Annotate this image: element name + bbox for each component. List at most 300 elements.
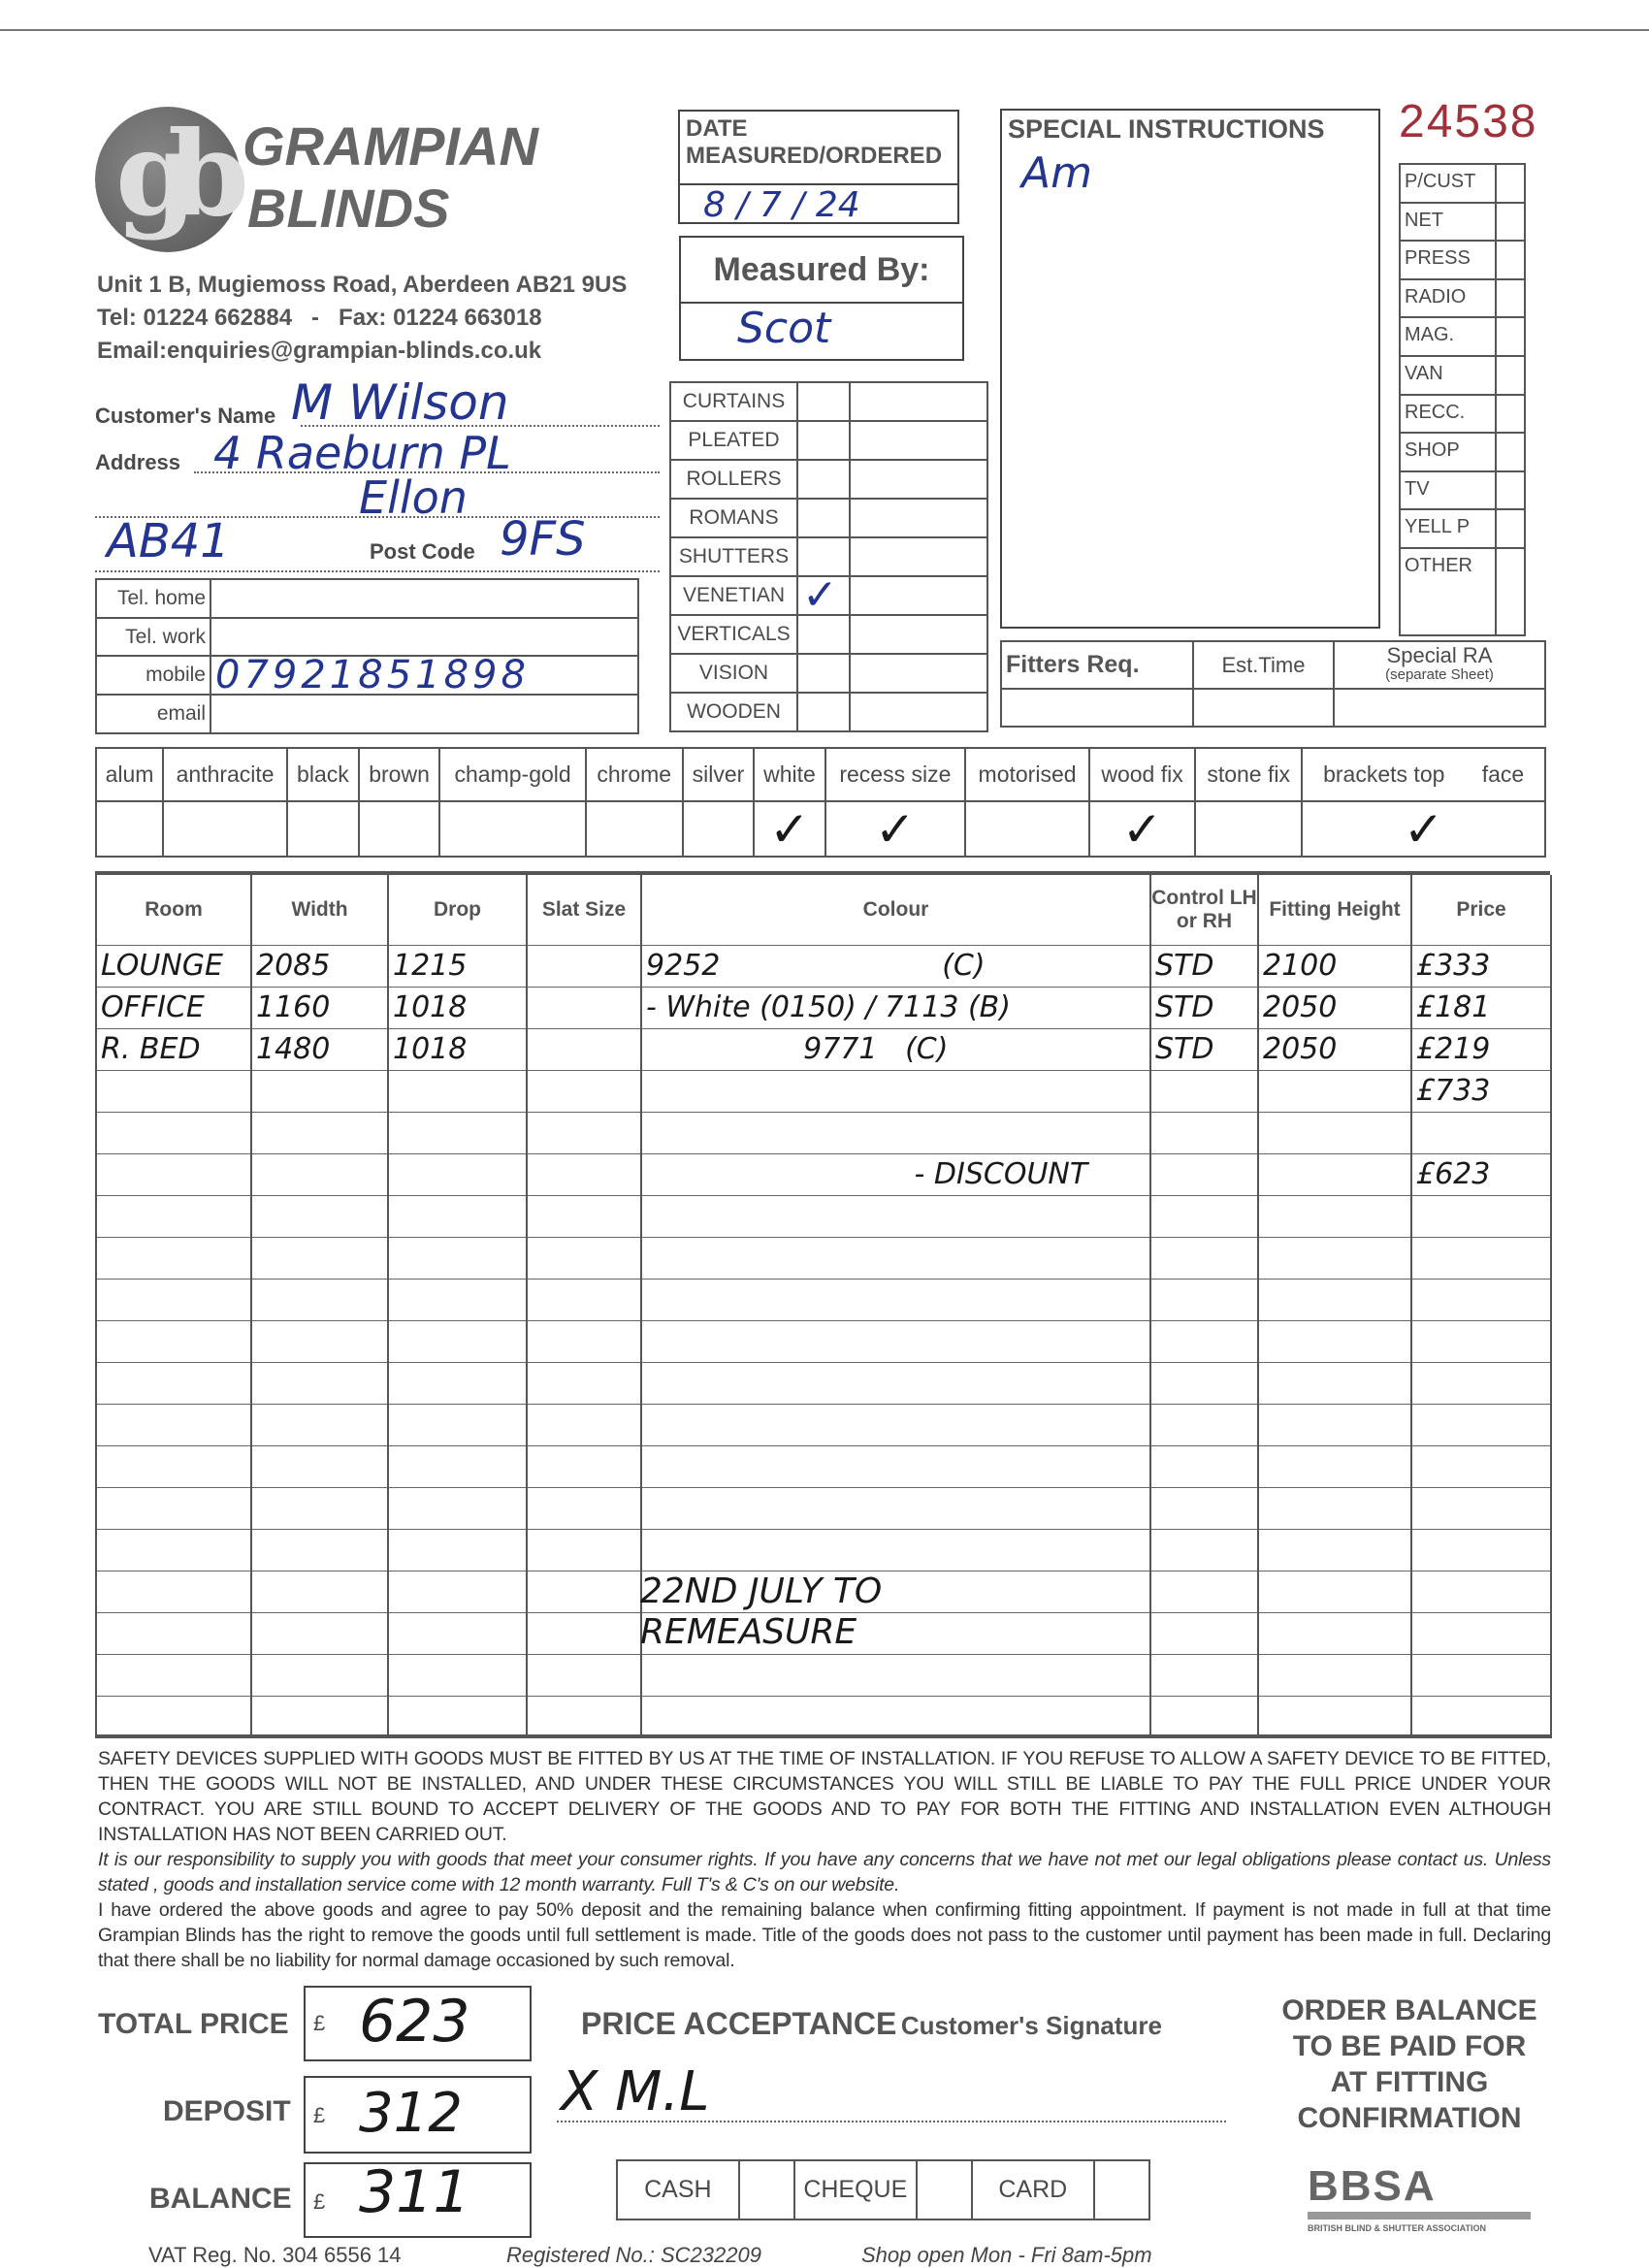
option-label: brown [359, 748, 440, 801]
table-cell[interactable] [96, 1571, 251, 1612]
option-label: chrome [586, 748, 683, 801]
table-cell[interactable] [96, 1070, 251, 1112]
table-cell[interactable] [1258, 1696, 1411, 1737]
table-cell[interactable] [1150, 1529, 1258, 1571]
contact-value[interactable] [210, 695, 638, 733]
table-cell[interactable] [641, 1362, 1150, 1404]
table-cell[interactable] [251, 1529, 388, 1571]
table-cell[interactable] [388, 1153, 527, 1195]
blind-type-label: PLEATED [670, 421, 797, 460]
table-cell[interactable] [1411, 1237, 1551, 1279]
table-cell[interactable] [1258, 1153, 1411, 1195]
blind-types-table [669, 381, 988, 732]
column-header: Width [251, 875, 388, 945]
table-cell[interactable] [96, 1112, 251, 1153]
order-balance-line: AT FITTING [1330, 2066, 1489, 2098]
table-cell[interactable] [1258, 1112, 1411, 1153]
table-cell[interactable] [1411, 1112, 1551, 1153]
table-cell[interactable]: £181 [1411, 987, 1551, 1028]
table-cell[interactable] [388, 1487, 527, 1529]
address-line2[interactable]: Ellon [359, 471, 468, 524]
source-label: PRESS [1400, 241, 1496, 279]
table-cell[interactable] [1258, 1362, 1411, 1404]
table-cell[interactable] [251, 1362, 388, 1404]
table-cell[interactable] [251, 1654, 388, 1696]
table-cell[interactable] [1150, 1696, 1258, 1737]
special-instructions-value: Am [1021, 148, 1092, 198]
table-row [96, 987, 1551, 1028]
table-cell[interactable] [251, 1153, 388, 1195]
order-number: 24538 [1399, 96, 1538, 147]
table-cell[interactable] [527, 1529, 641, 1571]
blind-type-checkbox[interactable] [797, 654, 850, 693]
option-checkbox[interactable]: ✓ [1089, 801, 1195, 857]
option-label: silver [683, 748, 754, 801]
table-row [96, 1696, 1551, 1737]
source-checkbox[interactable] [1496, 509, 1525, 548]
table-cell[interactable] [1411, 1529, 1551, 1571]
table-cell[interactable] [1258, 1070, 1411, 1112]
table-cell[interactable] [527, 945, 641, 987]
table-cell[interactable] [1411, 1404, 1551, 1445]
total-price-field[interactable] [304, 1986, 532, 2061]
table-cell[interactable] [251, 1320, 388, 1362]
table-cell[interactable] [388, 1654, 527, 1696]
blind-type-qty[interactable] [850, 382, 987, 421]
table-cell[interactable]: £219 [1411, 1028, 1551, 1070]
table-cell[interactable] [1411, 1320, 1551, 1362]
table-cell[interactable] [1411, 1571, 1551, 1612]
table-cell[interactable] [1411, 1195, 1551, 1237]
table-cell[interactable] [1258, 1320, 1411, 1362]
table-cell[interactable] [96, 1612, 251, 1654]
column-header: Room [96, 875, 251, 945]
contact-row [96, 656, 638, 695]
table-cell[interactable] [527, 1571, 641, 1612]
contact-value[interactable] [210, 618, 638, 657]
option-checkbox[interactable] [96, 801, 163, 857]
option-checkbox[interactable] [965, 801, 1089, 857]
special-ra-label: Special RA [1386, 642, 1493, 667]
table-cell[interactable] [251, 1404, 388, 1445]
customer-name-value[interactable]: M Wilson [291, 374, 509, 431]
table-cell[interactable] [641, 1320, 1150, 1362]
order-balance-line: CONFIRMATION [1297, 2102, 1522, 2134]
table-cell[interactable] [1258, 1529, 1411, 1571]
table-cell[interactable]: 1018 [388, 987, 527, 1028]
table-cell[interactable] [527, 1445, 641, 1487]
table-cell[interactable] [641, 1696, 1150, 1737]
table-cell[interactable]: - White (0150) / 7113 (B) [641, 987, 1150, 1028]
table-row [96, 1404, 1551, 1445]
source-checkbox[interactable] [1496, 317, 1525, 356]
blind-type-label: VERTICALS [670, 615, 797, 654]
table-cell[interactable]: £733 [1411, 1070, 1551, 1112]
source-checkbox[interactable] [1496, 548, 1525, 635]
fitters-req-label: Fitters Req. [1001, 641, 1193, 689]
blind-type-label: VISION [670, 654, 797, 693]
table-cell[interactable] [251, 1612, 388, 1654]
table-cell[interactable] [1150, 1445, 1258, 1487]
table-cell[interactable] [641, 1070, 1150, 1112]
table-cell[interactable]: STD [1150, 1028, 1258, 1070]
table-cell[interactable]: STD [1150, 945, 1258, 987]
column-header: Colour [641, 875, 1150, 945]
payment-checkbox[interactable] [1094, 2160, 1149, 2219]
source-label: VAN [1400, 356, 1496, 395]
payment-method-table [616, 2159, 1150, 2220]
table-cell[interactable] [1258, 1571, 1411, 1612]
table-row [96, 1362, 1551, 1404]
table-cell[interactable] [251, 1195, 388, 1237]
blind-type-qty[interactable] [850, 460, 987, 499]
table-cell[interactable] [388, 1195, 527, 1237]
table-cell[interactable] [641, 1112, 1150, 1153]
source-checkbox[interactable] [1496, 279, 1525, 318]
table-cell[interactable] [527, 1696, 641, 1737]
blind-type-label: VENETIAN [670, 576, 797, 615]
table-cell[interactable]: 2050 [1258, 1028, 1411, 1070]
column-header: Price [1411, 875, 1551, 945]
blind-type-row [670, 654, 987, 693]
table-cell[interactable] [1150, 1195, 1258, 1237]
column-header: Control LH or RH [1150, 875, 1258, 945]
option-checkbox[interactable]: ✓ [1302, 801, 1545, 857]
address-label: Address [95, 450, 181, 474]
table-cell[interactable] [641, 1279, 1150, 1320]
source-checkbox[interactable] [1496, 433, 1525, 471]
table-cell[interactable] [1150, 1654, 1258, 1696]
table-cell[interactable] [527, 1028, 641, 1070]
table-row [96, 1028, 1551, 1070]
table-cell[interactable] [1258, 1237, 1411, 1279]
company-name-line1: GRAMPIAN [242, 115, 538, 177]
table-cell[interactable]: £623 [1411, 1153, 1551, 1195]
blind-type-row [670, 615, 987, 654]
handwritten-note [640, 1571, 882, 1653]
balance-field[interactable] [304, 2158, 532, 2238]
blind-type-row [670, 499, 987, 537]
blind-type-qty[interactable] [850, 615, 987, 654]
table-cell[interactable] [1258, 1654, 1411, 1696]
options-table [95, 747, 1546, 858]
source-row [1400, 241, 1525, 279]
table-cell[interactable] [1411, 1445, 1551, 1487]
payment-option-card: CARD [972, 2160, 1094, 2219]
table-cell[interactable]: R. BED [96, 1028, 251, 1070]
blind-type-checkbox[interactable] [797, 460, 850, 499]
table-row [96, 1237, 1551, 1279]
table-cell[interactable] [388, 1070, 527, 1112]
blind-type-qty[interactable] [850, 499, 987, 537]
source-checkbox[interactable] [1496, 395, 1525, 434]
table-cell[interactable]: 9252 (C) [641, 945, 1150, 987]
source-row [1400, 356, 1525, 395]
table-cell[interactable] [1411, 1279, 1551, 1320]
table-cell[interactable] [1258, 1487, 1411, 1529]
table-cell[interactable] [527, 1404, 641, 1445]
table-cell[interactable] [641, 1445, 1150, 1487]
payment-option-cash: CASH [617, 2160, 739, 2219]
table-row [96, 1654, 1551, 1696]
blind-type-checkbox[interactable] [797, 693, 850, 731]
table-cell[interactable] [641, 1404, 1150, 1445]
table-cell[interactable] [1258, 1404, 1411, 1445]
table-cell[interactable]: 2085 [251, 945, 388, 987]
table-cell[interactable] [527, 1654, 641, 1696]
customer-name-label: Customer's Name [95, 404, 276, 428]
table-cell[interactable]: 2100 [1258, 945, 1411, 987]
option-checkbox[interactable] [163, 801, 287, 857]
bbsa-logo [1308, 2162, 1531, 2233]
option-checkbox[interactable] [1195, 801, 1302, 857]
blind-type-qty[interactable] [850, 537, 987, 576]
blind-type-checkbox[interactable] [797, 421, 850, 460]
source-row [1400, 471, 1525, 510]
blind-type-label: ROLLERS [670, 460, 797, 499]
table-cell[interactable] [641, 1529, 1150, 1571]
table-cell[interactable] [527, 1112, 641, 1153]
source-label: RECC. [1400, 395, 1496, 434]
special-instructions-label: SPECIAL INSTRUCTIONS [1008, 114, 1325, 144]
table-cell[interactable]: 9771 (C) [641, 1028, 1150, 1070]
table-cell[interactable] [388, 1320, 527, 1362]
table-cell[interactable] [251, 1571, 388, 1612]
blind-type-qty[interactable] [850, 654, 987, 693]
table-cell[interactable] [251, 1696, 388, 1737]
table-cell[interactable] [96, 1529, 251, 1571]
table-cell[interactable] [1411, 1362, 1551, 1404]
blind-type-checkbox[interactable] [797, 382, 850, 421]
special-ra-cell[interactable] [1334, 689, 1545, 727]
option-checkbox[interactable] [439, 801, 585, 857]
source-label: NET [1400, 203, 1496, 242]
table-cell[interactable] [1411, 1696, 1551, 1737]
table-cell[interactable] [1150, 1612, 1258, 1654]
table-cell[interactable] [527, 1070, 641, 1112]
table-cell[interactable] [527, 1237, 641, 1279]
table-cell[interactable] [96, 1279, 251, 1320]
table-cell[interactable] [251, 1237, 388, 1279]
table-cell[interactable]: 1480 [251, 1028, 388, 1070]
date-value[interactable]: 8 / 7 / 24 [703, 185, 860, 225]
blind-type-qty[interactable] [850, 693, 987, 731]
table-cell[interactable] [388, 1571, 527, 1612]
table-cell[interactable] [251, 1445, 388, 1487]
fitters-table [1000, 640, 1546, 728]
postcode-value[interactable]: 9FS [500, 512, 586, 567]
table-cell[interactable]: £333 [1411, 945, 1551, 987]
source-row [1400, 509, 1525, 548]
blind-type-qty[interactable] [850, 421, 987, 460]
option-checkbox[interactable] [586, 801, 683, 857]
table-cell[interactable]: LOUNGE [96, 945, 251, 987]
contact-label: mobile [96, 656, 210, 695]
table-cell[interactable] [1150, 1070, 1258, 1112]
note-line1: 22ND JULY TO [640, 1571, 883, 1611]
table-row [96, 1195, 1551, 1237]
source-row [1400, 548, 1525, 635]
customer-signature[interactable]: X M.L [561, 2060, 710, 2123]
blind-type-checkbox[interactable] [797, 499, 850, 537]
option-label: stone fix [1195, 748, 1302, 801]
source-checkbox[interactable] [1496, 241, 1525, 279]
source-checkbox[interactable] [1496, 164, 1525, 203]
table-cell[interactable] [96, 1404, 251, 1445]
order-balance-line: TO BE PAID FOR [1292, 2030, 1527, 2062]
est-time-label: Est.Time [1193, 641, 1334, 689]
option-checkbox[interactable]: ✓ [825, 801, 965, 857]
table-cell[interactable] [96, 1696, 251, 1737]
table-cell[interactable] [388, 1404, 527, 1445]
table-cell[interactable] [527, 1612, 641, 1654]
table-row [96, 1279, 1551, 1320]
option-checkbox[interactable]: ✓ [754, 801, 825, 857]
table-cell[interactable] [388, 1112, 527, 1153]
table-cell[interactable] [1150, 1112, 1258, 1153]
bbsa-logo-text: BBSA [1308, 2162, 1437, 2210]
option-label: black [287, 748, 359, 801]
blind-type-qty[interactable] [850, 576, 987, 615]
measured-by-value[interactable]: Scot [737, 304, 831, 353]
table-cell[interactable] [1411, 1612, 1551, 1654]
table-cell[interactable] [1150, 1487, 1258, 1529]
table-row [96, 1529, 1551, 1571]
table-row [96, 945, 1551, 987]
table-cell[interactable] [1150, 1320, 1258, 1362]
table-cell[interactable] [1411, 1654, 1551, 1696]
table-cell[interactable] [527, 1279, 641, 1320]
blind-type-checkbox[interactable]: ✓ [797, 576, 850, 615]
contact-value[interactable]: 07921851898 [210, 656, 638, 695]
signature-label: Customer's Signature [900, 2011, 1162, 2040]
table-cell[interactable] [388, 1445, 527, 1487]
table-cell[interactable] [96, 1237, 251, 1279]
address-line3[interactable]: AB41 [107, 514, 230, 568]
table-cell[interactable] [527, 1195, 641, 1237]
table-cell[interactable] [1258, 1445, 1411, 1487]
est-time-cell[interactable] [1193, 689, 1334, 727]
source-label: P/CUST [1400, 164, 1496, 203]
price-acceptance [581, 2006, 1162, 2042]
deposit-field[interactable] [304, 2076, 532, 2154]
table-cell[interactable] [1150, 1279, 1258, 1320]
table-cell[interactable] [1150, 1362, 1258, 1404]
table-cell[interactable] [388, 1237, 527, 1279]
option-checkbox[interactable] [287, 801, 359, 857]
table-cell[interactable] [1150, 1153, 1258, 1195]
table-cell[interactable]: - DISCOUNT [641, 1153, 1150, 1195]
option-checkbox[interactable] [359, 801, 440, 857]
table-cell[interactable] [1258, 1612, 1411, 1654]
table-cell[interactable] [96, 1153, 251, 1195]
column-header: Drop [388, 875, 527, 945]
blind-type-checkbox[interactable] [797, 615, 850, 654]
column-header: Fitting Height [1258, 875, 1411, 945]
fitters-req-cell[interactable] [1001, 689, 1193, 727]
table-cell[interactable] [388, 1529, 527, 1571]
vat-number: VAT Reg. No. 304 6556 14 [148, 2243, 402, 2267]
table-cell[interactable] [388, 1279, 527, 1320]
table-cell[interactable] [527, 1153, 641, 1195]
source-label: OTHER [1400, 548, 1496, 635]
payment-checkbox[interactable] [917, 2160, 972, 2219]
blind-type-label: WOODEN [670, 693, 797, 731]
order-balance-line: ORDER BALANCE [1281, 1994, 1537, 2026]
table-cell[interactable]: STD [1150, 987, 1258, 1028]
table-cell[interactable] [641, 1237, 1150, 1279]
terms-consumer-rights: It is our responsibility to supply you with goods that meet your consumer rights. If you have any concerns that we have not met our legal obligations please contact us. Unless stated , goods and installation service come with 12 month warranty. Full T's & C's on our website. [98, 1849, 1551, 1895]
table-cell[interactable] [1258, 1279, 1411, 1320]
special-instructions-box[interactable] [1000, 109, 1380, 629]
contact-value[interactable] [210, 579, 638, 618]
table-cell[interactable]: OFFICE [96, 987, 251, 1028]
top-edge-line [0, 29, 1649, 31]
source-checkbox[interactable] [1496, 471, 1525, 510]
table-cell[interactable] [96, 1654, 251, 1696]
table-cell[interactable] [641, 1654, 1150, 1696]
deposit-label: DEPOSIT [163, 2095, 291, 2127]
table-cell[interactable] [388, 1362, 527, 1404]
source-checkbox[interactable] [1496, 203, 1525, 242]
terms-safety: SAFETY DEVICES SUPPLIED WITH GOODS MUST BE FITTED BY US AT THE TIME OF INSTALLATION. IF YOU REFUSE TO ALLOW A SAFETY DEVICE TO BE FITTED, THEN THE GOODS WILL NOT BE INSTALLED, AND UNDER THESE CIRCUMSTANCES YOU WILL STILL BE LIABLE TO PAY THE FULL PRICE UNDER YOUR CONTRACT. YOU ARE STILL BOUND TO ACCEPT DELIVERY OF THE GOODS AND TO PAY FOR BOTH THE FITTING AND INSTALLATION EVEN ALTHOUGH INSTALLATION HAS NOT BEEN CARRIED OUT. [98, 1748, 1551, 1845]
source-label: MAG. [1400, 317, 1496, 356]
shop-hours: Shop open Mon - Fri 8am-5pm [861, 2243, 1152, 2267]
company-address: Unit 1 B, Mugiemoss Road, Aberdeen AB21 9US [97, 272, 628, 298]
bbsa-subtitle: BRITISH BLIND & SHUTTER ASSOCIATION [1308, 2223, 1486, 2233]
table-cell[interactable] [1411, 1487, 1551, 1529]
table-cell[interactable] [388, 1612, 527, 1654]
source-row [1400, 433, 1525, 471]
table-cell[interactable] [96, 1487, 251, 1529]
table-cell[interactable]: 1018 [388, 1028, 527, 1070]
source-checkbox[interactable] [1496, 356, 1525, 395]
table-cell[interactable] [1150, 1571, 1258, 1612]
table-cell[interactable] [96, 1320, 251, 1362]
table-cell[interactable]: 1160 [251, 987, 388, 1028]
table-row [96, 1445, 1551, 1487]
table-cell[interactable] [527, 1320, 641, 1362]
source-label: TV [1400, 471, 1496, 510]
table-cell[interactable] [527, 987, 641, 1028]
table-cell[interactable] [1150, 1237, 1258, 1279]
address-line1[interactable]: 4 Raeburn PL [213, 427, 511, 479]
option-checkbox[interactable] [683, 801, 754, 857]
table-cell[interactable] [96, 1362, 251, 1404]
table-cell[interactable] [641, 1487, 1150, 1529]
table-cell[interactable] [96, 1195, 251, 1237]
table-cell[interactable] [527, 1487, 641, 1529]
blind-type-row [670, 693, 987, 731]
table-cell[interactable] [1150, 1404, 1258, 1445]
table-cell[interactable] [527, 1362, 641, 1404]
table-cell[interactable] [251, 1279, 388, 1320]
total-price-value: 623 [359, 1988, 470, 2056]
table-cell[interactable] [388, 1696, 527, 1737]
blind-type-label: CURTAINS [670, 382, 797, 421]
table-cell[interactable] [251, 1487, 388, 1529]
contact-row [96, 695, 638, 733]
table-cell[interactable] [641, 1195, 1150, 1237]
table-cell[interactable] [251, 1070, 388, 1112]
table-cell[interactable]: 1215 [388, 945, 527, 987]
table-cell[interactable] [251, 1112, 388, 1153]
contact-label: Tel. home [96, 579, 210, 618]
table-cell[interactable] [96, 1445, 251, 1487]
payment-checkbox[interactable] [739, 2160, 794, 2219]
table-cell[interactable]: 2050 [1258, 987, 1411, 1028]
table-cell[interactable] [1258, 1195, 1411, 1237]
